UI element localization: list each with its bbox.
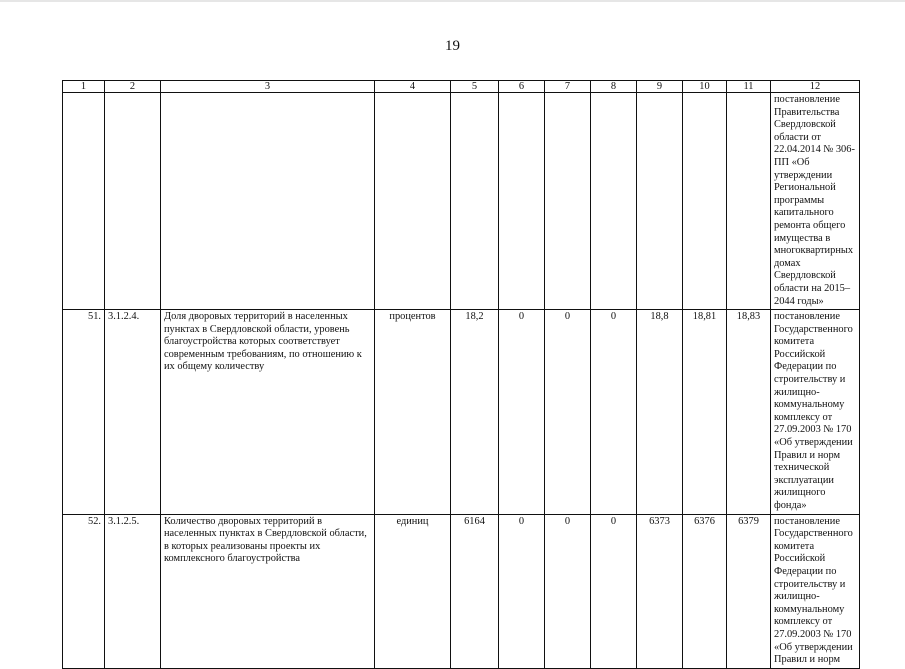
table-row xyxy=(63,514,860,668)
cell-indicator-name: Доля дворовых территорий в населенных пунктах в Свердловской области, уровень благоустройства которых соответствует современным требованиям, по отношению к их общему количеству xyxy=(161,310,375,515)
cell-empty xyxy=(161,93,375,310)
cell-empty xyxy=(683,93,727,310)
cell-value-10: 18,81 xyxy=(683,310,727,515)
header-row xyxy=(63,81,860,93)
cell-empty xyxy=(545,93,591,310)
table-row xyxy=(63,310,860,515)
cell-value-8: 0 xyxy=(591,514,637,668)
cell-empty xyxy=(499,93,545,310)
cell-row-number: 51. xyxy=(63,310,105,515)
cell-unit: единиц xyxy=(375,514,451,668)
header-col-11: 11 xyxy=(727,81,771,93)
cell-value-9: 18,8 xyxy=(637,310,683,515)
header-col-6: 6 xyxy=(499,81,545,93)
cell-indicator-code: 3.1.2.4. xyxy=(105,310,161,515)
cell-legal-source: постановление Государственного комитета Российской Федерации по строительству и жилищно-коммунальному комплексу от 27.09.2003 № 170 «Об утверждении Правил и норм xyxy=(771,514,860,668)
cell-empty xyxy=(105,93,161,310)
indicators-table xyxy=(62,80,860,669)
cell-value-10: 6376 xyxy=(683,514,727,668)
cell-empty xyxy=(451,93,499,310)
cell-value-11: 18,83 xyxy=(727,310,771,515)
header-col-4: 4 xyxy=(375,81,451,93)
cell-value-8: 0 xyxy=(591,310,637,515)
cell-empty xyxy=(63,93,105,310)
table-row-continuation xyxy=(63,93,860,310)
cell-value-11: 6379 xyxy=(727,514,771,668)
cell-value-6: 0 xyxy=(499,514,545,668)
cell-value-9: 6373 xyxy=(637,514,683,668)
cell-empty xyxy=(591,93,637,310)
cell-value-7: 0 xyxy=(545,310,591,515)
header-col-9: 9 xyxy=(637,81,683,93)
header-col-1: 1 xyxy=(63,81,105,93)
cell-unit: процентов xyxy=(375,310,451,515)
page-number: 19 xyxy=(445,38,460,54)
cell-empty xyxy=(375,93,451,310)
cell-value-5: 18,2 xyxy=(451,310,499,515)
header-col-2: 2 xyxy=(105,81,161,93)
top-edge-rule xyxy=(0,0,905,2)
cell-value-6: 0 xyxy=(499,310,545,515)
cell-indicator-code: 3.1.2.5. xyxy=(105,514,161,668)
header-col-8: 8 xyxy=(591,81,637,93)
cell-row-number: 52. xyxy=(63,514,105,668)
cell-empty xyxy=(727,93,771,310)
cell-legal-source: постановление Государственного комитета Российской Федерации по строительству и жилищно-коммунальному комплексу от 27.09.2003 № 170 «Об утверждении Правил и норм технической эксплуатации жилищного фонда» xyxy=(771,310,860,515)
header-col-3: 3 xyxy=(161,81,375,93)
cell-value-5: 6164 xyxy=(451,514,499,668)
header-col-7: 7 xyxy=(545,81,591,93)
cell-empty xyxy=(637,93,683,310)
header-col-5: 5 xyxy=(451,81,499,93)
cell-indicator-name: Количество дворовых территорий в населенных пунктах в Свердловской области, в которых реализованы проекты их комплексного благоустройства xyxy=(161,514,375,668)
header-col-10: 10 xyxy=(683,81,727,93)
cell-value-7: 0 xyxy=(545,514,591,668)
header-col-12: 12 xyxy=(771,81,860,93)
cell-legal-source: постановление Правительства Свердловской области от 22.04.2014 № 306-ПП «Об утверждении Региональной программы капитального ремонта общего имущества в многоквартирных домах Свердловской области на 2015–2044 годы» xyxy=(771,93,860,310)
